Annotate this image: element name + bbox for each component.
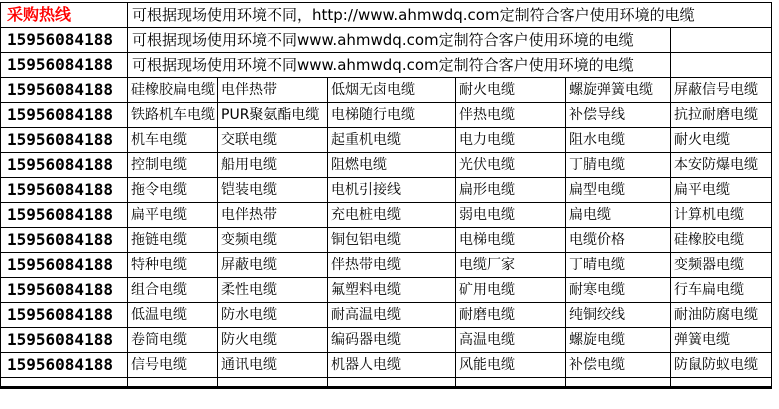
- cable-products-table: [0, 2, 772, 389]
- product-cell: 伴热带电缆: [328, 253, 456, 278]
- phone-number: 15956084188: [1, 28, 128, 53]
- phone-number: 15956084188: [1, 353, 128, 378]
- product-cell: 螺旋电缆: [566, 328, 671, 353]
- table-row: [1, 178, 772, 203]
- phone-number: 15956084188: [1, 303, 128, 328]
- product-cell: 铜包铝电缆: [328, 228, 456, 253]
- product-cell: 氟塑料电缆: [328, 278, 456, 303]
- product-cell: 电伴热带: [218, 78, 328, 103]
- table-row: [1, 253, 772, 278]
- empty-cell: [128, 378, 218, 388]
- table-row: [1, 128, 772, 153]
- product-cell: 变频电缆: [218, 228, 328, 253]
- product-cell: 防火电缆: [218, 328, 328, 353]
- phone-number: 15956084188: [1, 103, 128, 128]
- product-cell: 扁形电缆: [456, 178, 566, 203]
- phone-number: 15956084188: [1, 253, 128, 278]
- phone-number: 15956084188: [1, 178, 128, 203]
- product-cell: 电梯随行电缆: [328, 103, 456, 128]
- product-cell: PUR聚氨酯电缆: [218, 103, 328, 128]
- phone-number: 15956084188: [1, 128, 128, 153]
- table-row: [1, 328, 772, 353]
- empty-cell: [456, 378, 566, 388]
- product-cell: 矿用电缆: [456, 278, 566, 303]
- product-cell: 拖链电缆: [128, 228, 218, 253]
- product-cell: 高温电缆: [456, 328, 566, 353]
- product-cell: 编码器电缆: [328, 328, 456, 353]
- product-cell: 电机引接线: [328, 178, 456, 203]
- table-row: [1, 353, 772, 378]
- product-cell: 扁电缆: [566, 203, 671, 228]
- product-cell: 阻水电缆: [566, 128, 671, 153]
- product-cell: 硅橡胶电缆: [671, 228, 772, 253]
- empty-cell: [671, 378, 772, 388]
- product-cell: 补偿电缆: [566, 353, 671, 378]
- table-row: [1, 303, 772, 328]
- product-cell: 船用电缆: [218, 153, 328, 178]
- phone-number: 15956084188: [1, 328, 128, 353]
- product-cell: 弹簧电缆: [671, 328, 772, 353]
- product-cell: 耐高温电缆: [328, 303, 456, 328]
- product-cell: 丁晴电缆: [566, 253, 671, 278]
- product-cell: 本安防爆电缆: [671, 153, 772, 178]
- hotline-label: 采购热线: [1, 3, 128, 28]
- product-cell: 铁路机车电缆: [128, 103, 218, 128]
- product-cell: 低温电缆: [128, 303, 218, 328]
- table-row: [1, 228, 772, 253]
- phone-number: 15956084188: [1, 278, 128, 303]
- empty-cell: [566, 378, 671, 388]
- promo-text: 可根据现场使用环境不同www.ahmwdq.com定制符合客户使用环境的电缆: [128, 53, 671, 78]
- product-cell: 电缆价格: [566, 228, 671, 253]
- product-cell: 电伴热带: [218, 203, 328, 228]
- phone-number: 15956084188: [1, 153, 128, 178]
- product-cell: 变频器电缆: [671, 253, 772, 278]
- product-cell: 光伏电缆: [456, 153, 566, 178]
- product-cell: 耐油防腐电缆: [671, 303, 772, 328]
- phone-number: 15956084188: [1, 78, 128, 103]
- product-cell: 扁平电缆: [128, 203, 218, 228]
- product-cell: 扁型电缆: [566, 178, 671, 203]
- empty-cell: [328, 378, 456, 388]
- phone-number: 15956084188: [1, 53, 128, 78]
- product-cell: 屏蔽电缆: [218, 253, 328, 278]
- product-cell: 控制电缆: [128, 153, 218, 178]
- product-cell: 耐磨电缆: [456, 303, 566, 328]
- product-cell: 防水电缆: [218, 303, 328, 328]
- product-cell: 起重机电缆: [328, 128, 456, 153]
- product-cell: 阻燃电缆: [328, 153, 456, 178]
- table-row: [1, 78, 772, 103]
- product-cell: 伴热电缆: [456, 103, 566, 128]
- product-cell: 电梯电缆: [456, 228, 566, 253]
- product-cell: 机车电缆: [128, 128, 218, 153]
- product-cell: 电力电缆: [456, 128, 566, 153]
- product-cell: 铠装电缆: [218, 178, 328, 203]
- product-cell: 柔性电缆: [218, 278, 328, 303]
- product-cell: 电缆厂家: [456, 253, 566, 278]
- product-cell: 交联电缆: [218, 128, 328, 153]
- promo-text: 可根据现场使用环境不同，http://www.ahmwdq.com定制符合客户使用环境的电缆: [128, 3, 772, 28]
- table-row: [1, 153, 772, 178]
- empty-cell: [671, 53, 772, 78]
- product-cell: 丁腈电缆: [566, 153, 671, 178]
- product-cell: 补偿导线: [566, 103, 671, 128]
- product-cell: 卷筒电缆: [128, 328, 218, 353]
- product-cell: 耐火电缆: [456, 78, 566, 103]
- table-row: [1, 203, 772, 228]
- product-cell: 低烟无卤电缆: [328, 78, 456, 103]
- table-row: [1, 103, 772, 128]
- table-row: [1, 28, 772, 53]
- table-row: [1, 278, 772, 303]
- product-cell: 螺旋弹簧电缆: [566, 78, 671, 103]
- product-cell: 耐火电缆: [671, 128, 772, 153]
- product-cell: 充电桩电缆: [328, 203, 456, 228]
- phone-number: 15956084188: [1, 203, 128, 228]
- product-cell: 屏蔽信号电缆: [671, 78, 772, 103]
- empty-cell: [218, 378, 328, 388]
- product-cell: 硅橡胶扁电缆: [128, 78, 218, 103]
- table-row: [1, 3, 772, 28]
- product-cell: 耐寒电缆: [566, 278, 671, 303]
- product-cell: 计算机电缆: [671, 203, 772, 228]
- table-body: [1, 3, 772, 388]
- product-cell: 拖令电缆: [128, 178, 218, 203]
- product-cell: 扁平电缆: [671, 178, 772, 203]
- product-cell: 特种电缆: [128, 253, 218, 278]
- empty-cell: [1, 378, 128, 388]
- product-cell: 组合电缆: [128, 278, 218, 303]
- product-cell: 行车扁电缆: [671, 278, 772, 303]
- product-cell: 弱电电缆: [456, 203, 566, 228]
- phone-number: 15956084188: [1, 228, 128, 253]
- table-row: [1, 53, 772, 78]
- product-cell: 抗拉耐磨电缆: [671, 103, 772, 128]
- table-row: [1, 378, 772, 388]
- product-cell: 纯铜绞线: [566, 303, 671, 328]
- product-cell: 信号电缆: [128, 353, 218, 378]
- promo-text: 可根据现场使用环境不同www.ahmwdq.com定制符合客户使用环境的电缆: [128, 28, 671, 53]
- product-cell: 风能电缆: [456, 353, 566, 378]
- product-cell: 通讯电缆: [218, 353, 328, 378]
- empty-cell: [671, 28, 772, 53]
- product-cell: 机器人电缆: [328, 353, 456, 378]
- product-cell: 防鼠防蚁电缆: [671, 353, 772, 378]
